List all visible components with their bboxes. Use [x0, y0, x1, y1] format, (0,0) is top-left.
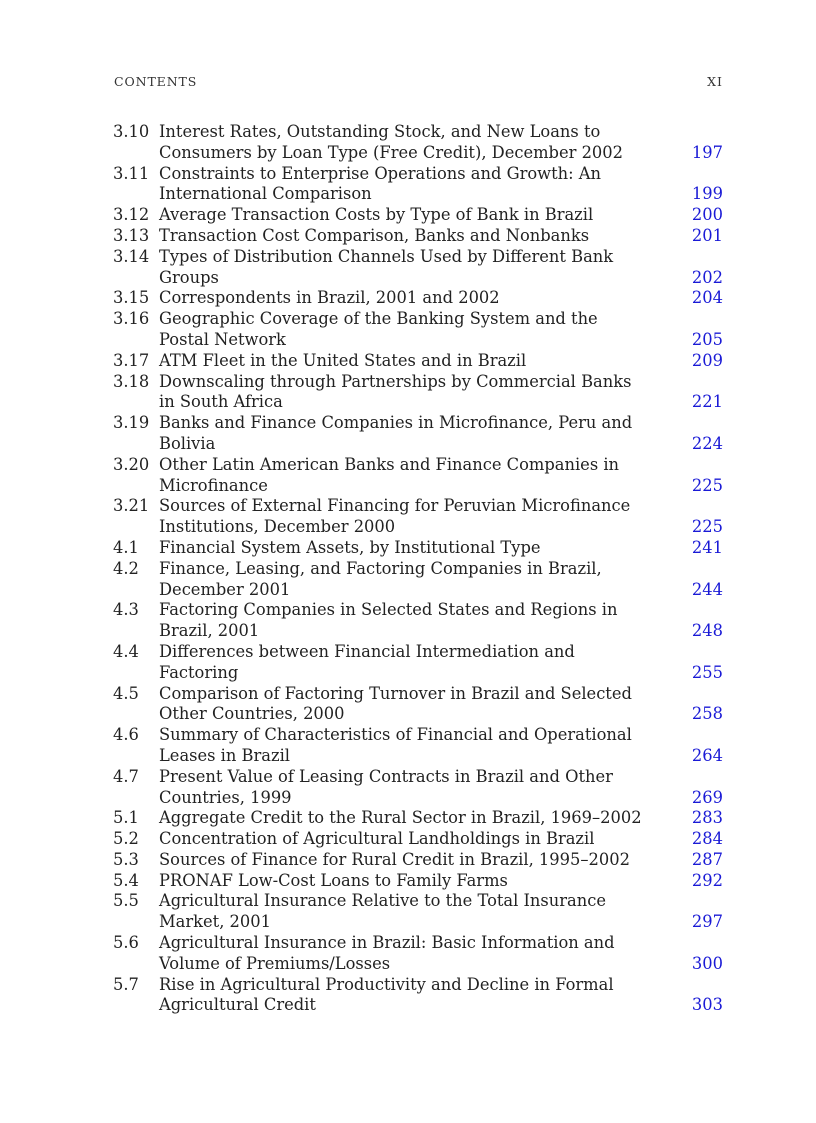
toc-entry-page-link[interactable]: 241 [691, 537, 723, 557]
toc-entry-page-link[interactable]: 269 [691, 787, 723, 807]
toc-entry-title: Finance, Leasing, and Factoring Companies in Brazil, December 2001 [159, 558, 602, 599]
toc-entry [113, 725, 723, 767]
toc-entry [113, 767, 723, 809]
toc-entry-title: Agricultural Insurance Relative to the Total Insurance Market, 2001 [159, 891, 606, 932]
toc-entry-title: Rise in Agricultural Productivity and Decline in Formal Agricultural Credit [159, 974, 614, 1015]
toc-entry-page-link[interactable]: 297 [691, 912, 723, 932]
toc-entry-number: 4.6 [113, 725, 139, 745]
toc-entry-number: 3.17 [113, 350, 150, 370]
toc-entry-number: 5.2 [113, 829, 139, 849]
toc-entry-title: ATM Fleet in the United States and in Brazil [159, 350, 527, 370]
toc-entry-number: 5.3 [113, 849, 139, 869]
toc-entry [113, 600, 723, 642]
toc-entry-page-link[interactable]: 255 [691, 662, 723, 682]
toc-entry [113, 850, 723, 871]
toc-entry-number: 3.18 [113, 371, 150, 391]
toc-entry-title: Present Value of Leasing Contracts in Brazil and Other Countries, 1999 [159, 766, 613, 807]
toc-entry-number: 4.1 [113, 537, 139, 557]
toc-entry-title: Differences between Financial Intermediation and Factoring [159, 641, 575, 682]
toc-entry-title: Banks and Finance Companies in Microfinance, Peru and Bolivia [159, 413, 633, 453]
toc-entry-number: 4.3 [113, 600, 139, 620]
toc-entry-number: 5.6 [113, 933, 139, 953]
toc-entry-page-link[interactable]: 204 [691, 288, 723, 308]
toc-entry [113, 684, 723, 726]
toc-entry-number: 4.7 [113, 766, 139, 786]
toc-entry [113, 808, 723, 829]
toc-entry-title: Transaction Cost Comparison, Banks and Nonbanks [159, 225, 590, 245]
toc-entry-title: Correspondents in Brazil, 2001 and 2002 [159, 288, 500, 308]
toc-entry-page-link[interactable]: 221 [691, 392, 723, 412]
toc-entry-title: Comparison of Factoring Turnover in Brazil and Selected Other Countries, 2000 [159, 683, 632, 724]
toc-entry-page-link[interactable]: 287 [691, 849, 723, 869]
toc-entry-number: 4.4 [113, 641, 139, 661]
toc-entry [113, 413, 723, 455]
toc-entry-title: Constraints to Enterprise Operations and Growth: An International Comparison [159, 163, 602, 204]
toc-entry [113, 891, 723, 933]
running-head-page-number: XI [707, 74, 723, 89]
toc-entry [113, 933, 723, 975]
toc-entry-page-link[interactable]: 284 [691, 829, 723, 849]
toc-entry-page-link[interactable]: 199 [691, 184, 723, 204]
toc-entry-title: Financial System Assets, by Institutional Type [159, 537, 541, 557]
toc-entry-title: Factoring Companies in Selected States and Regions in Brazil, 2001 [159, 600, 618, 641]
toc-entry-title: Other Latin American Banks and Finance Companies in Microfinance [159, 454, 620, 495]
toc-entry [113, 372, 723, 414]
toc-entry [113, 642, 723, 684]
toc-entry [113, 496, 723, 538]
toc-entry-title: Geographic Coverage of the Banking System and the Postal Network [159, 309, 598, 349]
toc-entry-title: PRONAF Low-Cost Loans to Family Farms [159, 870, 508, 890]
toc-entry-number: 3.14 [113, 246, 150, 266]
toc-entry-number: 4.2 [113, 558, 139, 578]
toc-entry-page-link[interactable]: 303 [691, 995, 723, 1015]
toc-entry [113, 871, 723, 892]
toc-entry-number: 3.21 [113, 496, 150, 516]
toc-entry-title: Agricultural Insurance in Brazil: Basic Information and Volume of Premiums/Losses [159, 933, 615, 973]
toc-entry-page-link[interactable]: 292 [691, 870, 723, 890]
toc-entry-number: 3.16 [113, 309, 150, 329]
toc-entry-page-link[interactable]: 201 [691, 225, 723, 245]
toc-entry-number: 5.1 [113, 808, 139, 828]
toc-entry [113, 247, 723, 289]
toc-entry-title: Aggregate Credit to the Rural Sector in Brazil, 1969–2002 [159, 808, 642, 828]
toc-entry-number: 4.5 [113, 683, 139, 703]
toc-entry-page-link[interactable]: 300 [691, 953, 723, 973]
running-head [114, 74, 723, 92]
toc-entry [113, 309, 723, 351]
toc-entry [113, 975, 723, 1017]
toc-entry-page-link[interactable]: 225 [691, 475, 723, 495]
toc-entry [113, 226, 723, 247]
toc-entry-page-link[interactable]: 258 [691, 704, 723, 724]
toc-entry-title: Average Transaction Costs by Type of Bank in Brazil [159, 205, 594, 225]
toc-entry-number: 5.4 [113, 870, 139, 890]
toc-entry-page-link[interactable]: 264 [691, 745, 723, 765]
toc-entry-number: 5.7 [113, 974, 139, 994]
toc-entry [113, 164, 723, 206]
toc-entry-page-link[interactable]: 283 [691, 808, 723, 828]
toc-entry-number: 3.19 [113, 413, 150, 433]
toc-entry [113, 538, 723, 559]
running-head-section: CONTENTS [114, 74, 198, 89]
toc-entry-number: 3.13 [113, 225, 150, 245]
toc-entry-page-link[interactable]: 244 [691, 579, 723, 599]
toc-entry-title: Sources of Finance for Rural Credit in Brazil, 1995–2002 [159, 849, 630, 869]
toc-entry [113, 829, 723, 850]
table-of-contents-list [113, 122, 723, 1016]
toc-entry-title: Summary of Characteristics of Financial and Operational Leases in Brazil [159, 725, 632, 765]
toc-entry-page-link[interactable]: 248 [691, 621, 723, 641]
toc-entry [113, 351, 723, 372]
toc-entry-number: 3.20 [113, 454, 150, 474]
toc-entry-page-link[interactable]: 197 [691, 142, 723, 162]
toc-entry-page-link[interactable]: 209 [691, 350, 723, 370]
toc-entry [113, 205, 723, 226]
toc-entry [113, 122, 723, 164]
toc-entry [113, 288, 723, 309]
toc-entry [113, 455, 723, 497]
toc-entry [113, 559, 723, 601]
toc-entry-page-link[interactable]: 225 [691, 517, 723, 537]
toc-entry-number: 3.11 [113, 163, 150, 183]
toc-entry-number: 3.12 [113, 205, 150, 225]
toc-entry-title: Types of Distribution Channels Used by Different Bank Groups [159, 246, 614, 287]
toc-entry-page-link[interactable]: 224 [691, 433, 723, 453]
toc-entry-page-link[interactable]: 200 [691, 205, 723, 225]
toc-entry-number: 3.10 [113, 122, 150, 141]
toc-entry-title: Concentration of Agricultural Landholdings in Brazil [159, 829, 595, 849]
toc-entry-title: Interest Rates, Outstanding Stock, and New Loans to Consumers by Loan Type (Free Credit), December 2002 [159, 122, 623, 162]
toc-entry-page-link[interactable]: 202 [691, 267, 723, 287]
toc-entry-page-link[interactable]: 205 [691, 329, 723, 349]
toc-entry-number: 5.5 [113, 891, 139, 911]
toc-entry-number: 3.15 [113, 288, 150, 308]
toc-entry-title: Downscaling through Partnerships by Commercial Banks in South Africa [159, 371, 632, 412]
toc-entry-title: Sources of External Financing for Peruvian Microfinance Institutions, December 2000 [159, 496, 631, 537]
